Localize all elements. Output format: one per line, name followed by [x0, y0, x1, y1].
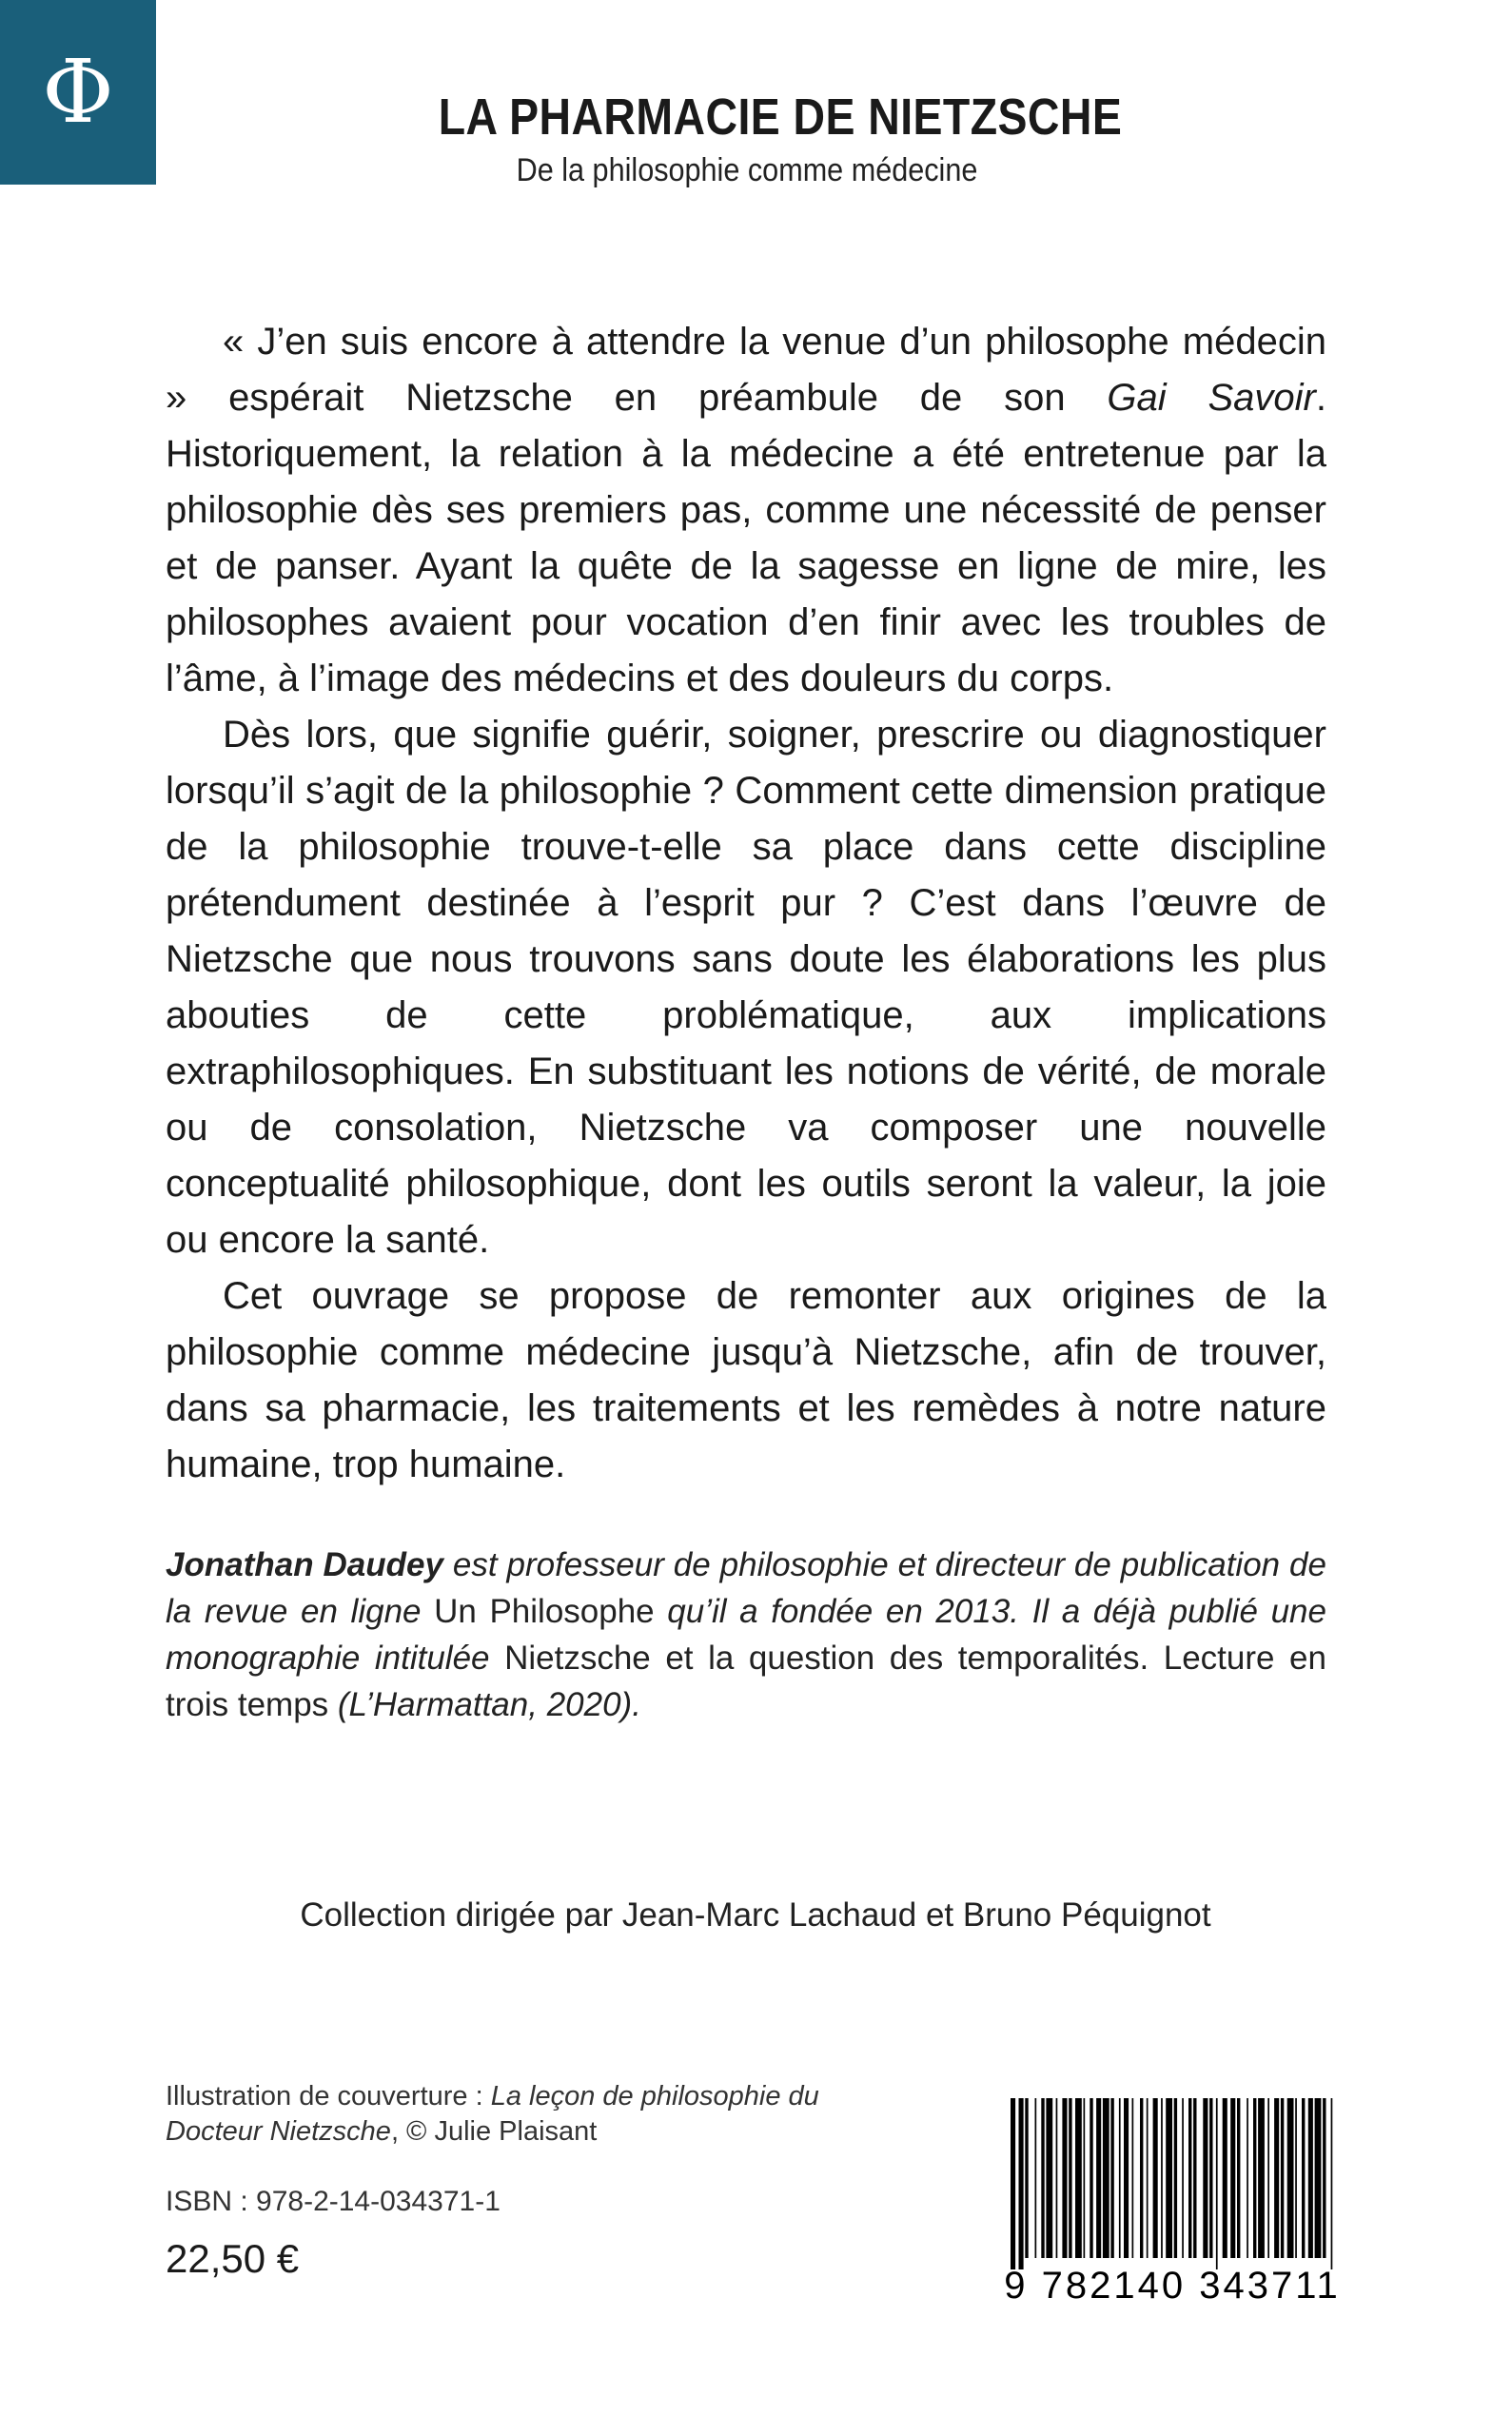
- barcode-bar: [1302, 2098, 1305, 2258]
- barcode-bar: [1203, 2098, 1208, 2258]
- illustration-title: La leçon de philosophie du Docteur Nietzsche: [166, 2081, 819, 2147]
- author-name: Jonathan Daudey: [166, 1546, 443, 1583]
- barcode-bar: [1166, 2098, 1172, 2258]
- barcode-bar: [1124, 2098, 1129, 2258]
- isbn: ISBN : 978-2-14-034371-1: [166, 2186, 501, 2217]
- barcode-bar: [1308, 2098, 1313, 2258]
- barcode-bar: [1147, 2098, 1149, 2258]
- barcode-bar: [1011, 2098, 1015, 2269]
- barcode-bar: [1253, 2098, 1256, 2258]
- barcode-bar: [1153, 2098, 1158, 2258]
- barcode-bar: [1281, 2098, 1284, 2258]
- price: 22,50 €: [166, 2236, 300, 2281]
- barcode-bar: [1188, 2098, 1191, 2258]
- barcode-bar: [1075, 2098, 1082, 2258]
- barcode-bars: [1009, 2098, 1337, 2269]
- barcode-bar: [1323, 2098, 1325, 2258]
- phi-logo-icon: Φ: [42, 41, 114, 143]
- barcode-bar: [1287, 2098, 1294, 2258]
- barcode-bar: [1174, 2098, 1177, 2258]
- blurb-paragraph-2: Dès lors, que signifie guérir, soigner, prescrire ou diagnostiquer lorsqu’il s’agit de la philosophie ? Comment cette dimension pratique de la philosophie trouve-t-elle sa place dans cette discipline prétendument destinée à l’esprit pur ? C’est dans l’œuvre de Nietzsche que nous trouvons sans doute les élaborations les plus abouties de cette problématique, aux implications extraphilosophiques. En substituant les notions de vérité, de morale ou de consolation, Nietzsche va composer une nouvelle conceptualité philosophique, dont les outils seront la valeur, la joie ou encore la santé.: [166, 714, 1326, 1261]
- barcode-bar: [1295, 2098, 1297, 2258]
- barcode-bar: [1247, 2098, 1248, 2258]
- previous-book-title: Nietzsche et la question des temporalités. Lecture en trois temps: [166, 1640, 1326, 1723]
- barcode-bar: [1331, 2098, 1333, 2269]
- barcode-bar: [1274, 2098, 1279, 2258]
- barcode-bar: [1019, 2098, 1024, 2269]
- barcode-bar: [1069, 2098, 1071, 2258]
- barcode-bar: [1216, 2098, 1218, 2269]
- blurb-paragraph-3: Cet ouvrage se propose de remonter aux origines de la philosophie comme médecine jusqu’à Nietzsche, afin de trouver, dans sa pharmacie, les traitements et les remèdes à notre nature humaine, trop humaine.: [166, 1275, 1326, 1485]
- barcode-digits: 9 782140 343711: [1004, 2265, 1341, 2307]
- barcode-bar: [1025, 2098, 1028, 2258]
- barcode-bar: [1193, 2098, 1196, 2258]
- barcode-bar: [1096, 2098, 1101, 2258]
- barcode-bar: [1182, 2098, 1184, 2258]
- barcode-bar: [1041, 2098, 1044, 2258]
- book-subtitle: De la philosophie comme médecine: [516, 152, 978, 188]
- barcode-bar: [1315, 2098, 1322, 2258]
- gai-savoir-title: Gai Savoir: [1107, 377, 1316, 419]
- barcode-bar: [1258, 2098, 1265, 2258]
- barcode-bar: [1103, 2098, 1109, 2258]
- barcode-bar: [1056, 2098, 1058, 2258]
- publisher-logo: [0, 0, 156, 185]
- barcode-bar: [1230, 2098, 1235, 2258]
- cover-illustration-credit: Illustration de couverture : La leçon de philosophie du Docteur Nietzsche, © Julie Plaisant: [166, 2081, 819, 2147]
- barcode-bar: [1119, 2098, 1121, 2258]
- barcode-bar: [1267, 2098, 1269, 2258]
- barcode: [1009, 2098, 1337, 2269]
- barcode-bar: [1110, 2098, 1113, 2258]
- barcode-bar: [1209, 2098, 1212, 2258]
- review-title: Un Philosophe: [434, 1593, 655, 1630]
- barcode-bar: [1161, 2098, 1163, 2258]
- collection-directors: Collection dirigée par Jean-Marc Lachaud et Bruno Péquignot: [300, 1896, 1211, 1934]
- back-cover-blurb: [166, 314, 1326, 1493]
- barcode-bar: [1046, 2098, 1052, 2258]
- barcode-bar: [1132, 2098, 1134, 2258]
- blurb-paragraph-1: « J’en suis encore à attendre la venue d’un philosophe médecin » espérait Nietzsche en préambule de son Gai Savoir. Historiquement, la relation à la médecine a été entretenue par la philosophie dès ses premiers pas, comme une nécessité de penser et de panser. Ayant la quête de la sagesse en ligne de mire, les philosophes avaient pour vocation d’en finir avec les troubles de l’âme, à l’image des médecins et des douleurs du corps.: [166, 321, 1326, 699]
- barcode-bar: [1237, 2098, 1240, 2258]
- barcode-bar: [1035, 2098, 1037, 2258]
- book-title: LA PHARMACIE DE NIETZSCHE: [438, 88, 1123, 146]
- barcode-bar: [1084, 2098, 1086, 2258]
- barcode-bar: [1062, 2098, 1067, 2258]
- author-bio: Jonathan Daudey est professeur de philosophie et directeur de publication de la revue en ligne Un Philosophe qu’il a fondée en 2013. Il a déjà publié une monographie intitulée Nietzsche et la question des temporalités. Lecture en trois temps (L’Harmattan, 2020).: [166, 1546, 1326, 1723]
- barcode-bar: [1223, 2098, 1227, 2258]
- barcode-bar: [1140, 2098, 1143, 2258]
- barcode-bar: [1090, 2098, 1092, 2258]
